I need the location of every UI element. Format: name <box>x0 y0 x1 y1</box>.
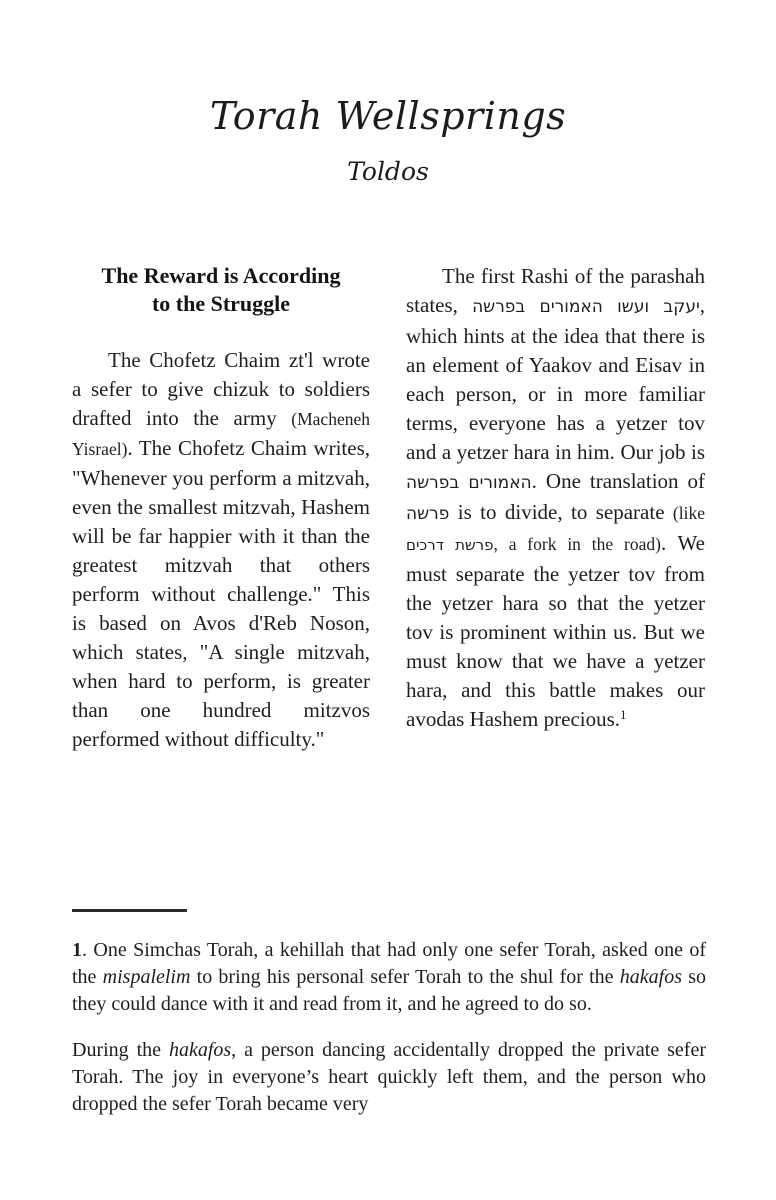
section-heading-line-1: The Reward is According <box>101 263 341 288</box>
left-column <box>72 262 370 754</box>
text-segment: . We must separate the yetzer tov from the yetzer hara so that the yetzer tov is prominent within us. But we must know that we have a yetzer hara, and this battle makes our avodas Hashem precious. <box>406 531 705 731</box>
page-subtitle: Toldos <box>347 157 429 186</box>
parenthetical-text: (like <box>672 503 705 523</box>
text-segment: . The Chofetz Chaim writes, "Whenever you perform a mitzvah, even the smallest mitzvah, Hashem will be far happier with it than the greatest mitzvah that others perform without challenge." This is based on Avos d'Reb Noson, which states, "A single mitzvah, when hard to perform, is greater than one hundred mitzvos performed without difficulty." <box>72 436 370 751</box>
text-segment: , a person dancing accidentally dropped the private sefer Torah. The joy in everyone’s heart quickly left them, and the person who dropped the sefer Torah became very <box>72 1039 706 1115</box>
text-segment: , which hints at the idea that there is an element of Yaakov and Eisav in each person, or in more familiar terms, everyone has a yetzer tov and a yetzer hara in him. Our job is <box>406 293 706 464</box>
parenthetical-text: , a fork in the road) <box>493 534 661 554</box>
footnote-reference: 1 <box>620 707 627 722</box>
text-segment: is to divide, to separate <box>449 500 673 524</box>
page-title: Torah Wellsprings <box>209 94 567 138</box>
hebrew-phrase: האמורים בפרשה <box>406 473 532 493</box>
body-paragraph-right <box>406 262 705 734</box>
right-column <box>406 262 705 734</box>
body-paragraph-left <box>72 346 370 754</box>
italic-term: hakafos <box>619 966 682 988</box>
footnote-area <box>72 909 706 1118</box>
text-segment: During the <box>72 1039 169 1061</box>
section-heading <box>72 262 370 318</box>
text-segment: so they could dance with it and read from it, and he agreed to do so. <box>72 966 706 1015</box>
section-heading-line-2: to the Struggle <box>151 291 291 316</box>
italic-term: mispalelim <box>102 966 191 988</box>
parenthetical-text: (Macheneh Yisrael) <box>72 409 370 459</box>
hebrew-phrase: יעקב ועשו האמורים בפרשה <box>472 297 700 317</box>
hebrew-word: פרשה <box>406 504 450 524</box>
text-segment: The Chofetz Chaim zt'l wrote a sefer to give chizuk to soldiers drafted into the army <box>72 348 370 430</box>
footnote-paragraph-2 <box>72 1037 706 1118</box>
footnote-number: 1 <box>72 939 82 961</box>
text-segment: . One Simchas Torah, a kehillah that had only one sefer Torah, asked one of the <box>72 939 706 988</box>
text-segment: The first Rashi of the parashah states, <box>406 264 705 317</box>
italic-term: hakafos <box>168 1039 232 1061</box>
text-segment: to bring his personal sefer Torah to the shul for the <box>190 966 620 988</box>
footnote-paragraph-1 <box>72 937 706 1018</box>
text-segment: . One translation of <box>531 469 706 493</box>
footnote-separator <box>72 909 187 912</box>
hebrew-phrase: פרשת דרכים <box>406 536 494 554</box>
